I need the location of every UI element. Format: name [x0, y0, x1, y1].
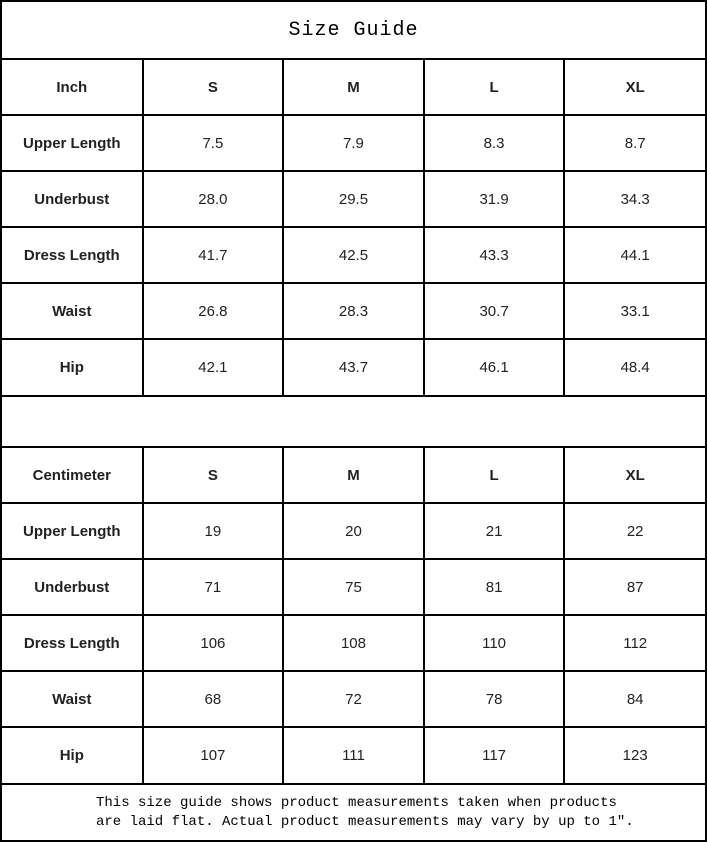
- footnote: [2, 783, 705, 840]
- value-cell: 43.3: [424, 227, 565, 283]
- size-header-cell: L: [424, 60, 565, 115]
- value-cell: 26.8: [143, 283, 284, 339]
- size-header-cell: L: [424, 448, 565, 503]
- table-row: [2, 503, 705, 559]
- value-cell: 20: [283, 503, 424, 559]
- row-label-cell: Underbust: [2, 171, 143, 227]
- spacer-row: [2, 395, 705, 448]
- value-cell: 28.0: [143, 171, 284, 227]
- inch-header-row: [2, 60, 705, 115]
- size-header-cell: XL: [564, 448, 705, 503]
- size-header-cell: XL: [564, 60, 705, 115]
- value-cell: 19: [143, 503, 284, 559]
- value-cell: 41.7: [143, 227, 284, 283]
- row-label-cell: Hip: [2, 339, 143, 395]
- value-cell: 106: [143, 615, 284, 671]
- value-cell: 111: [283, 727, 424, 783]
- value-cell: 31.9: [424, 171, 565, 227]
- value-cell: 30.7: [424, 283, 565, 339]
- value-cell: 29.5: [283, 171, 424, 227]
- value-cell: 117: [424, 727, 565, 783]
- value-cell: 78: [424, 671, 565, 727]
- row-label-cell: Dress Length: [2, 615, 143, 671]
- footnote-line-1: This size guide shows product measurements taken when products: [96, 795, 617, 811]
- table-row: [2, 615, 705, 671]
- inch-size-table: [2, 60, 705, 395]
- size-header-cell: M: [283, 60, 424, 115]
- value-cell: 8.7: [564, 115, 705, 171]
- value-cell: 34.3: [564, 171, 705, 227]
- value-cell: 28.3: [283, 283, 424, 339]
- row-label-cell: Underbust: [2, 559, 143, 615]
- value-cell: 46.1: [424, 339, 565, 395]
- value-cell: 7.9: [283, 115, 424, 171]
- value-cell: 108: [283, 615, 424, 671]
- row-label-cell: Upper Length: [2, 503, 143, 559]
- value-cell: 43.7: [283, 339, 424, 395]
- table-row: [2, 227, 705, 283]
- value-cell: 44.1: [564, 227, 705, 283]
- size-header-cell: S: [143, 448, 284, 503]
- value-cell: 84: [564, 671, 705, 727]
- row-label-cell: Dress Length: [2, 227, 143, 283]
- value-cell: 87: [564, 559, 705, 615]
- centimeter-header-row: [2, 448, 705, 503]
- centimeter-size-table: [2, 448, 705, 783]
- value-cell: 48.4: [564, 339, 705, 395]
- page-title: Size Guide: [2, 2, 705, 60]
- footnote-line-2: are laid flat. Actual product measurements may vary by up to 1″.: [96, 814, 634, 830]
- value-cell: 72: [283, 671, 424, 727]
- value-cell: 112: [564, 615, 705, 671]
- size-header-cell: M: [283, 448, 424, 503]
- value-cell: 110: [424, 615, 565, 671]
- value-cell: 123: [564, 727, 705, 783]
- table-row: [2, 559, 705, 615]
- value-cell: 8.3: [424, 115, 565, 171]
- row-label-cell: Waist: [2, 671, 143, 727]
- value-cell: 71: [143, 559, 284, 615]
- value-cell: 33.1: [564, 283, 705, 339]
- value-cell: 7.5: [143, 115, 284, 171]
- unit-header-cell: Inch: [2, 60, 143, 115]
- value-cell: 42.1: [143, 339, 284, 395]
- table-row: [2, 671, 705, 727]
- value-cell: 75: [283, 559, 424, 615]
- table-row: [2, 727, 705, 783]
- table-row: [2, 115, 705, 171]
- value-cell: 81: [424, 559, 565, 615]
- row-label-cell: Upper Length: [2, 115, 143, 171]
- row-label-cell: Hip: [2, 727, 143, 783]
- value-cell: 68: [143, 671, 284, 727]
- value-cell: 107: [143, 727, 284, 783]
- table-row: [2, 283, 705, 339]
- value-cell: 42.5: [283, 227, 424, 283]
- unit-header-cell: Centimeter: [2, 448, 143, 503]
- size-header-cell: S: [143, 60, 284, 115]
- table-row: [2, 171, 705, 227]
- row-label-cell: Waist: [2, 283, 143, 339]
- value-cell: 21: [424, 503, 565, 559]
- value-cell: 22: [564, 503, 705, 559]
- table-row: [2, 339, 705, 395]
